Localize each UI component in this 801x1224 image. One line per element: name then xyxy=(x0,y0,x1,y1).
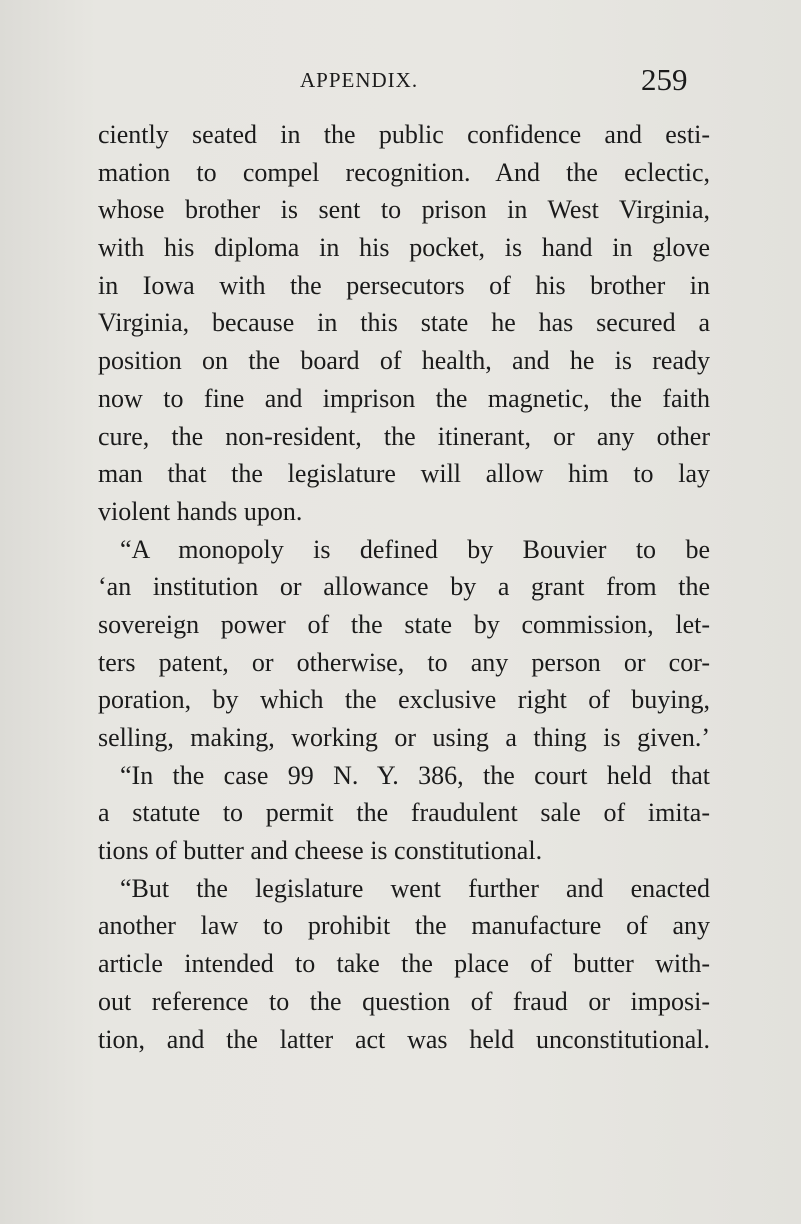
running-head: APPENDIX. xyxy=(300,68,419,92)
page-header xyxy=(0,62,801,102)
text-line: tions of butter and cheese is constitutional. xyxy=(98,836,543,866)
text-line: a statute to permit the fraudulent sale of imita- xyxy=(98,798,710,828)
text-line: tion, and the latter act was held unconstitutional. xyxy=(98,1024,710,1054)
text-line: poration, by which the exclusive right of buying, xyxy=(98,685,710,715)
text-line: selling, making, working or using a thing is given.’ xyxy=(98,723,710,752)
text-line: position on the board of health, and he is ready xyxy=(98,346,710,376)
text-line: in Iowa with the persecutors of his brother in xyxy=(98,270,710,300)
text-line: Virginia, because in this state he has secured a xyxy=(98,308,710,338)
text-line: whose brother is sent to prison in West Virginia, xyxy=(98,195,710,225)
text-line: ‘an institution or allowance by a grant from the xyxy=(98,572,710,602)
text-line: violent hands upon. xyxy=(98,496,303,526)
text-line: another law to prohibit the manufacture of any xyxy=(98,911,710,941)
text-line: “A monopoly is defined by Bouvier to be xyxy=(120,534,710,564)
text-line: article intended to take the place of butter with- xyxy=(98,949,710,979)
text-line: man that the legislature will allow him to lay xyxy=(98,459,710,489)
text-line: ciently seated in the public confidence and esti- xyxy=(98,120,710,149)
text-line: cure, the non-resident, the itinerant, or any other xyxy=(98,421,710,451)
text-line: sovereign power of the state by commission, let- xyxy=(98,609,710,639)
text-line: with his diploma in his pocket, is hand in glove xyxy=(98,233,710,263)
body-text xyxy=(98,116,710,1058)
text-line: “But the legislature went further and enacted xyxy=(120,873,710,903)
text-line: mation to compel recognition. And the eclectic, xyxy=(98,157,710,187)
text-line: “In the case 99 N. Y. 386, the court held that xyxy=(120,760,710,790)
text-line: now to fine and imprison the magnetic, the faith xyxy=(98,383,710,413)
text-line: ters patent, or otherwise, to any person or cor- xyxy=(98,647,710,677)
text-line: out reference to the question of fraud or imposi- xyxy=(98,986,710,1016)
page-number: 259 xyxy=(641,62,688,97)
